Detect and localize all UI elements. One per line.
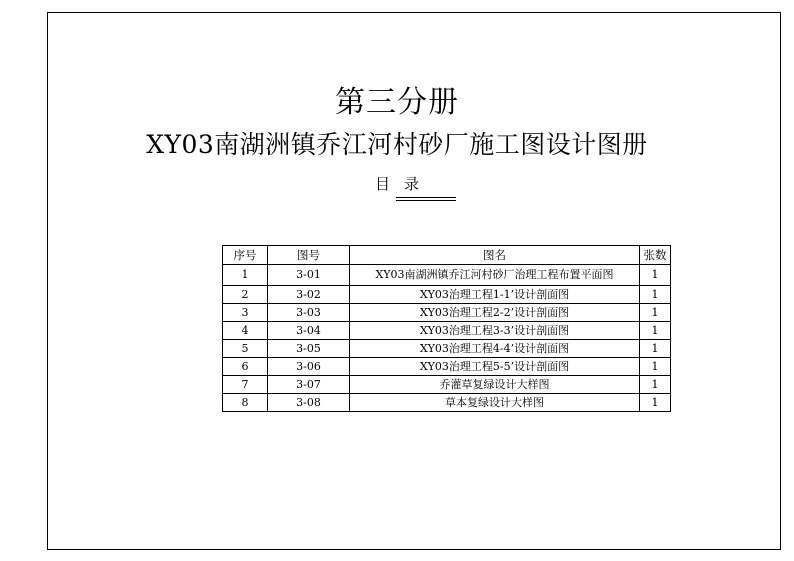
cell-code: 3-04 [268, 322, 350, 340]
header-code: 图号 [268, 246, 350, 265]
cell-count: 1 [640, 394, 671, 412]
cell-no: 6 [223, 358, 268, 376]
cell-name: XY03治理工程5-5’设计剖面图 [350, 358, 640, 376]
table-row [223, 340, 671, 358]
table-row [223, 358, 671, 376]
cell-count: 1 [640, 376, 671, 394]
cell-count: 1 [640, 304, 671, 322]
cell-count: 1 [640, 322, 671, 340]
cell-no: 1 [223, 265, 268, 286]
cell-count: 1 [640, 358, 671, 376]
cell-count: 1 [640, 340, 671, 358]
cell-code: 3-06 [268, 358, 350, 376]
toc-heading [0, 174, 794, 194]
cell-name: XY03治理工程2-2’设计剖面图 [350, 304, 640, 322]
cell-name: XY03治理工程4-4’设计剖面图 [350, 340, 640, 358]
cell-no: 3 [223, 304, 268, 322]
table-row [223, 376, 671, 394]
table-row [223, 322, 671, 340]
table-header-row [223, 246, 671, 265]
cell-code: 3-08 [268, 394, 350, 412]
volume-title: 第三分册 [335, 85, 459, 120]
cell-name: XY03治理工程3-3’设计剖面图 [350, 322, 640, 340]
header-no: 序号 [223, 246, 268, 265]
header-count: 张数 [640, 246, 671, 265]
table-row [223, 394, 671, 412]
cell-no: 8 [223, 394, 268, 412]
cell-no: 5 [223, 340, 268, 358]
cell-no: 7 [223, 376, 268, 394]
cell-count: 1 [640, 286, 671, 304]
cell-count: 1 [640, 265, 671, 286]
cell-name: 草本复绿设计大样图 [350, 394, 640, 412]
header-name: 图名 [350, 246, 640, 265]
toc-heading-text: 目录 [374, 175, 433, 193]
cell-name: 乔灌草复绿设计大样图 [350, 376, 640, 394]
cell-code: 3-02 [268, 286, 350, 304]
cell-no: 2 [223, 286, 268, 304]
table-row [223, 286, 671, 304]
project-title: XY03南湖洲镇乔江河村砂厂施工图设计图册 [146, 130, 648, 159]
table-row [223, 265, 671, 286]
cell-no: 4 [223, 322, 268, 340]
cell-code: 3-03 [268, 304, 350, 322]
cell-name: XY03南湖洲镇乔江河村砂厂治理工程布置平面图 [350, 265, 640, 286]
table-row [223, 304, 671, 322]
cell-code: 3-07 [268, 376, 350, 394]
drawing-index-table [222, 245, 671, 412]
toc-heading-underline [396, 197, 456, 201]
cell-code: 3-01 [268, 265, 350, 286]
cell-name: XY03治理工程1-1’设计剖面图 [350, 286, 640, 304]
cell-code: 3-05 [268, 340, 350, 358]
